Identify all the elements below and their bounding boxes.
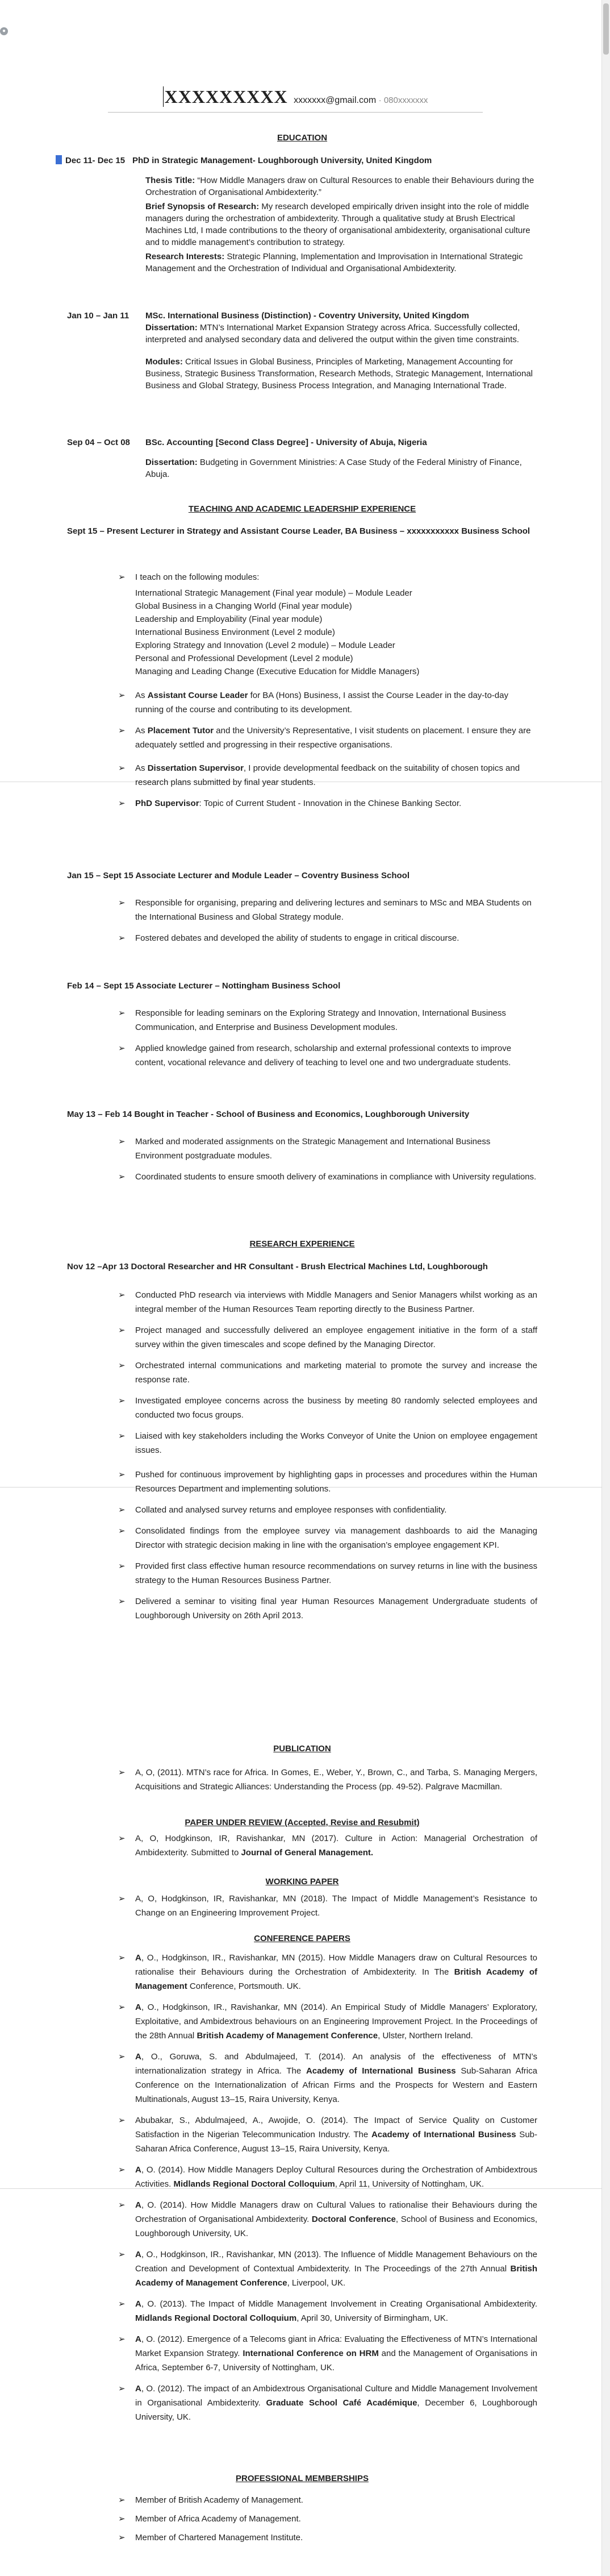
list-item: ➢ Delivered a seminar to visiting final year Human Resources Management Undergraduate students of Loughborough University on 26th April 2013. bbox=[118, 1597, 537, 1621]
role1-details bbox=[118, 570, 537, 817]
section-conference: CONFERENCE PAPERS bbox=[254, 1934, 350, 1943]
item-text: Fostered debates and developed the ability of students to engage in critical discourse. bbox=[135, 933, 459, 943]
section-publication: PUBLICATION bbox=[273, 1744, 331, 1754]
role1-heading: Sept 15 – Present Lecturer in Strategy and Assistant Course Leader, BA Business – xxxxxxxxxxx Business School bbox=[67, 526, 530, 536]
author-initial: A bbox=[135, 2200, 141, 2210]
item-text: , December 6, Loughborough University, UK. bbox=[135, 2398, 538, 2422]
item-text: Sub-Saharan Africa Conference, August 13–15, Raira University, Kenya. bbox=[135, 2130, 537, 2154]
cv-header bbox=[97, 86, 494, 113]
item-text: Marked and moderated assignments on the Strategic Management and International Business Environment postgraduate modules. bbox=[135, 1137, 491, 1161]
module-item: Personal and Professional Development (Level 2 module) bbox=[135, 654, 353, 663]
list-item: ➢ As Placement Tutor and the University’s Representative, I visit students on placement. I ensure they are adequately settled and progressing in their respective organisations. bbox=[118, 726, 531, 750]
list-item: ➢ Provided first class effective human resource recommendations on survey returns in line with the business strategy to the Human Resources Business Partner. bbox=[118, 1561, 537, 1585]
module-item: Exploring Strategy and Innovation (Level 2 module) – Module Leader bbox=[135, 641, 395, 650]
list-item: ➢ Conducted PhD research via interviews with Middle Managers and Senior Managers whilst working as an integral member of the Human Resources Team reporting directly to the Business Partner. bbox=[118, 1290, 537, 1314]
vertical-scrollbar[interactable] bbox=[601, 0, 610, 2576]
candidate-email[interactable]: xxxxxxx@gmail.com bbox=[294, 95, 377, 105]
item-text: Responsible for organising, preparing and delivering lectures and seminars to MSc and MBA Students on the International Business and Global Strategy module. bbox=[135, 898, 532, 922]
item-text: , Liverpool, UK. bbox=[287, 2278, 346, 2288]
teaching-role-3 bbox=[67, 980, 537, 992]
list-item: ➢ As Assistant Course Leader for BA (Hons) Business, I assist the Course Leader in the day-to-day running of the course and contributing to its development. bbox=[118, 691, 508, 714]
list-item: ➢ Pushed for continuous improvement by highlighting gaps in processes and procedures within the Human Resources Department and implementing solutions. bbox=[118, 1470, 537, 1494]
list-item: ➢ Consolidated findings from the employee survey via management dashboards to aid the Managing Director with strategic decision making in line with the organisation’s employee engagement KPI. bbox=[118, 1526, 537, 1550]
venue: Midlands Regional Doctoral Colloquium bbox=[135, 2313, 297, 2323]
item-text: , April 30, University of Birmingham, UK. bbox=[296, 2313, 448, 2323]
memberships-list bbox=[118, 2493, 537, 2549]
phd-sup-text: : Topic of Current Student - Innovation in the Chinese Banking Sector. bbox=[199, 799, 462, 808]
item-text: A, O, Hodgkinson, IR, Ravishankar, MN (2018). The Impact of Middle Management’s Resistance to Change on an Engineering Improvement Project. bbox=[135, 1894, 537, 1918]
publication-list bbox=[118, 1765, 537, 1801]
author-initial: A bbox=[135, 2002, 141, 2012]
section-research: RESEARCH EXPERIENCE bbox=[249, 1239, 355, 1249]
role2-details bbox=[118, 896, 537, 952]
item-text: Delivered a seminar to visiting final year Human Resources Management Undergraduate students of Loughborough University on 26th April 2013. bbox=[135, 1597, 537, 1621]
list-item: ➢ Liaised with key stakeholders including the Works Conveyor of Unite the Union on employee engagement issues. bbox=[118, 1431, 537, 1455]
bsc-diss-text: Budgeting in Government Ministries: A Case Study of the Federal Ministry of Finance, Abuja. bbox=[145, 458, 522, 479]
working-list bbox=[118, 1892, 537, 1927]
venue: Midlands Regional Doctoral Colloquium bbox=[173, 2179, 335, 2189]
list-item: ➢ A, O, Hodgkinson, IR, Ravishankar, MN (2017). Culture in Action: Managerial Orchestration of Ambidexterity. Submitted to Journal of General Management. bbox=[118, 1834, 537, 1858]
list-item: ➢ As Dissertation Supervisor, I provide developmental feedback on the suitability of chosen topics and research plans submitted by final year students. bbox=[118, 763, 520, 787]
phd-title: PhD in Strategic Management- Loughborough University, United Kingdom bbox=[132, 156, 432, 165]
venue: British Academy of Management bbox=[135, 1967, 537, 1991]
bsc-date: Sep 04 – Oct 08 bbox=[67, 438, 130, 447]
item-text: Collated and analysed survey returns and employee responses with confidentiality. bbox=[135, 1505, 447, 1515]
ds-text: , I provide developmental feedback on the suitability of chosen topics and research plans submitted by final year students. bbox=[135, 763, 520, 787]
acl-role: Assistant Course Leader bbox=[147, 691, 248, 700]
header-divider bbox=[108, 112, 483, 113]
section-memberships: PROFESSIONAL MEMBERSHIPS bbox=[236, 2474, 369, 2483]
role3-details bbox=[118, 1006, 537, 1077]
synopsis-text: My research developed empirically driven insight into the role of middle managers during the orchestration of ambidexterity. Through a qualitative study at Brush Electrical Machines Ltd, I made contributions to the theory of organisational ambidexterity, organisational culture and to middle management’s contribution to strategy. bbox=[145, 202, 530, 247]
item-text: Member of British Academy of Management. bbox=[135, 2495, 303, 2505]
module-item: International Business Environment (Level 2 module) bbox=[135, 628, 335, 637]
author-initial: A bbox=[135, 2165, 141, 2175]
item-text: Project managed and successfully delivered an employee engagement initiative in the form of a staff survey within the given timescales and scope defined by the Managing Director. bbox=[135, 1326, 537, 1349]
list-item: ➢ Member of Africa Academy of Management. bbox=[118, 2514, 301, 2524]
list-item: ➢ Responsible for leading seminars on the Exploring Strategy and Innovation, International Business Communication, and Enterprise and Business Development modules. bbox=[118, 1008, 506, 1032]
item-text: , O. (2014). How Middle Managers draw on Cultural Values to rationalise their Behaviours during the Orchestration of Organisational Ambidexterity. bbox=[135, 2200, 537, 2224]
role2-heading: Jan 15 – Sept 15 Associate Lecturer and Module Leader – Coventry Business School bbox=[67, 871, 410, 880]
list-item: ➢ PhD Supervisor: Topic of Current Student - Innovation in the Chinese Banking Sector. bbox=[118, 799, 462, 808]
modules-label: Modules: bbox=[145, 357, 183, 367]
msc-date: Jan 10 – Jan 11 bbox=[67, 311, 129, 321]
venue: Academy of International Business bbox=[306, 2066, 456, 2076]
section-under-review: PAPER UNDER REVIEW (Accepted, Revise and Resubmit) bbox=[185, 1818, 420, 1827]
viewer-toggle-icon[interactable]: ● bbox=[0, 27, 8, 35]
research-role bbox=[67, 1261, 537, 1273]
item-text: , School of Business and Economics, Loughborough University, UK. bbox=[135, 2214, 538, 2238]
author-initial: A bbox=[135, 2299, 141, 2309]
under-review-list bbox=[118, 1831, 537, 1867]
list-item: ➢ Collated and analysed survey returns and employee responses with confidentiality. bbox=[118, 1505, 447, 1515]
item-text: Responsible for leading seminars on the Exploring Strategy and Innovation, International Business Communication, and Enterprise and Business Development modules. bbox=[135, 1008, 506, 1032]
pt-text: and the University’s Representative, I visit students on placement. I ensure they are adequately settled and progressing in their respective organisations. bbox=[135, 726, 531, 750]
item-text: , Ulster, Northern Ireland. bbox=[378, 2031, 473, 2041]
list-item: ➢ A, O. (2013). The Impact of Middle Management Involvement in Creating Organisational Ambidexterity. Midlands Regional Doctoral Colloquium, April 30, University of Birmingham, UK. bbox=[118, 2299, 537, 2323]
list-item: ➢ A, O. (2014). How Middle Managers draw on Cultural Values to rationalise their Behaviours during the Orchestration of Organisational Ambidexterity. Doctoral Conference, School of Business and Economics, Loughborough University, UK. bbox=[118, 2200, 538, 2238]
item-text: A, O, Hodgkinson, IR, Ravishankar, MN (2017). Culture in Action: Managerial Orchestration of Ambidexterity. Submitted to bbox=[135, 1834, 537, 1858]
journal-name: Journal of General Management. bbox=[241, 1848, 374, 1858]
bsc-diss-label: Dissertation: bbox=[145, 458, 198, 467]
list-item: ➢ Orchestrated internal communications and marketing material to promote the survey and increase the response rate. bbox=[118, 1361, 537, 1385]
list-item: ➢ Investigated employee concerns across the business by meeting 80 randomly selected employees and conducted two focus groups. bbox=[118, 1396, 537, 1420]
item-text: Pushed for continuous improvement by highlighting gaps in processes and procedures within the Human Resources Department and implementing solutions. bbox=[135, 1470, 537, 1494]
list-item: ➢ Marked and moderated assignments on the Strategic Management and International Business Environment postgraduate modules. bbox=[118, 1137, 491, 1161]
venue: International Conference on HRM bbox=[243, 2349, 379, 2358]
research-heading: Nov 12 –Apr 13 Doctoral Researcher and HR Consultant - Brush Electrical Machines Ltd, Loughborough bbox=[67, 1262, 488, 1272]
list-item: ➢ Member of British Academy of Management. bbox=[118, 2495, 303, 2505]
bookmark-icon bbox=[56, 155, 62, 164]
item-text: and the Management of Organisations in Africa, September 6-7, University of Nottingham, UK. bbox=[135, 2349, 537, 2373]
author-initial: A bbox=[135, 2250, 141, 2259]
modules-text: Critical Issues in Global Business, Principles of Marketing, Management Accounting for Business, Strategic Business Transformation, Research Methods, Strategic Management, International Business and Global Strategy, Business Process Integration, and Managing International Trade. bbox=[145, 357, 533, 390]
item-text: Consolidated findings from the employee survey via management dashboards to aid the Managing Director with strategic decision making in line with the organisation’s employee engagement KPI. bbox=[135, 1526, 537, 1550]
teaching-role-1 bbox=[67, 525, 537, 537]
list-item: ➢ A, O, (2011). MTN’s race for Africa. In Gomes, E., Weber, Y., Brown, C., and Tarba, S. Managing Mergers, Acquisitions and Strategic Alliances: Understanding the Process (pp. 49-52). Palgrave Macmillan. bbox=[118, 1768, 537, 1792]
section-education: EDUCATION bbox=[277, 133, 328, 143]
author-initial: A bbox=[135, 1953, 141, 1963]
author-initial: A bbox=[135, 2384, 141, 2394]
teaching-role-4 bbox=[67, 1108, 537, 1120]
item-text: Sub-Saharan Africa Conference on the Internationalization of African Firms and the Prospects for Western and Eastern Multinationals, August 13–15, Raira University, Kenya. bbox=[135, 2066, 537, 2104]
item-text: , O. (2012). The impact of an Ambidextrous Organisational Culture and Middle Management Involvement in Organisational Ambidexterity. bbox=[135, 2384, 537, 2408]
item-text: Provided first class effective human resource recommendations on survey returns in line with the business strategy to the Human Resources Business Partner. bbox=[135, 1561, 537, 1585]
modules-intro: I teach on the following modules: bbox=[135, 572, 260, 582]
interests-label: Research Interests: bbox=[145, 252, 225, 261]
item-text: Member of Africa Academy of Management. bbox=[135, 2514, 301, 2524]
item-text: Coordinated students to ensure smooth delivery of examinations in compliance with University regulations. bbox=[135, 1172, 537, 1182]
thesis-label: Thesis Title: bbox=[145, 176, 195, 185]
conference-list bbox=[118, 1951, 537, 2431]
list-item: ➢ Fostered debates and developed the ability of students to engage in critical discourse. bbox=[118, 933, 459, 943]
module-item: Leadership and Employability (Final year module) bbox=[135, 614, 323, 624]
teaching-role-2 bbox=[67, 870, 537, 882]
msc-diss-text: MTN’s International Market Expansion Strategy across Africa. Successfully collected, interpreted and analysed secondary data and delivered the output within the given time constraints. bbox=[145, 323, 520, 344]
role4-details bbox=[118, 1135, 537, 1191]
venue: Academy of International Business bbox=[371, 2130, 516, 2139]
pt-prefix: As bbox=[135, 726, 148, 736]
ds-prefix: As bbox=[135, 763, 148, 773]
synopsis-label: Brief Synopsis of Research: bbox=[145, 202, 260, 211]
item-text: Investigated employee concerns across the business by meeting 80 randomly selected employees and conducted two focus groups. bbox=[135, 1396, 537, 1420]
item-text: A, O, (2011). MTN’s race for Africa. In Gomes, E., Weber, Y., Brown, C., and Tarba, S. Managing Mergers, Acquisitions and Strategic Alliances: Understanding the Process (pp. 49-52). Palgrave Macmillan. bbox=[135, 1768, 537, 1792]
item-text: , O., Goruwa, S. and Abdulmajeed, T. (2014). An analysis of the effectiveness of MTN’s internationalization strategy in Africa. The bbox=[135, 2052, 537, 2076]
item-text: Member of Chartered Management Institute. bbox=[135, 2533, 303, 2542]
author-initial: A bbox=[135, 2334, 141, 2344]
list-item: ➢ A, O, Hodgkinson, IR, Ravishankar, MN (2018). The Impact of Middle Management’s Resistance to Change on an Engineering Improvement Project. bbox=[118, 1894, 537, 1918]
item-text: Orchestrated internal communications and marketing material to promote the survey and increase the response rate. bbox=[135, 1361, 537, 1385]
msc-diss-label: Dissertation: bbox=[145, 323, 198, 333]
list-item: ➢ Coordinated students to ensure smooth delivery of examinations in compliance with University regulations. bbox=[118, 1172, 537, 1182]
ds-role: Dissertation Supervisor bbox=[147, 763, 244, 773]
module-item: Global Business in a Changing World (Final year module) bbox=[135, 601, 352, 611]
education-bsc bbox=[67, 437, 537, 480]
role4-heading: May 13 – Feb 14 Bought in Teacher - School of Business and Economics, Loughborough University bbox=[67, 1110, 470, 1119]
module-item: Managing and Leading Change (Executive Education for Middle Managers) bbox=[135, 667, 420, 676]
venue: Graduate School Café Académique bbox=[266, 2398, 417, 2408]
phd-sup-role: PhD Supervisor bbox=[135, 799, 199, 808]
item-text: , O., Hodgkinson, IR., Ravishankar, MN (2015). How Middle Managers draw on Cultural Resources to rationalise their Behaviours during the Orchestration of Ambidexterity. In The bbox=[135, 1953, 537, 1977]
education-msc bbox=[67, 310, 537, 392]
role3-heading: Feb 14 – Sept 15 Associate Lecturer – Nottingham Business School bbox=[67, 981, 341, 991]
item-text: Abubakar, S., Abdulmajeed, A., Awojide, O. (2014). The Impact of Service Quality on Customer Satisfaction in the Nigerian Telecommunication Industry. The bbox=[135, 2116, 537, 2139]
author-initial: A bbox=[135, 2052, 141, 2062]
interests-text: Strategic Planning, Implementation and Improvisation in International Strategic Management and the Orchestration of Individual and Organisational Ambidexterity. bbox=[145, 252, 523, 273]
module-item: International Strategic Management (Final year module) – Module Leader bbox=[135, 588, 412, 598]
list-item: ➢ A, O., Hodgkinson, IR., Ravishankar, MN (2015). How Middle Managers draw on Cultural Resources to rationalise their Behaviours during the Orchestration of Ambidexterity. In The British Academy of Management Conference, Portsmouth. UK. bbox=[118, 1953, 537, 1991]
list-item: ➢ A, O., Hodgkinson, IR., Ravishankar, MN (2014). An Empirical Study of Middle Managers’ Exploratory, Exploitative, and Ambidextrous behaviours on an Engineering Improvement Project. In the Proceedings of the 28th Annual British Academy of Management Conference, Ulster, Northern Ireland. bbox=[118, 2002, 537, 2041]
msc-title: MSc. International Business (Distinction) - Coventry University, United Kingdom bbox=[145, 311, 469, 321]
item-text: , O., Hodgkinson, IR., Ravishankar, MN (2014). An Empirical Study of Middle Managers’ Exploratory, Exploitative, and Ambidextrous behaviours on an Engineering Improvement Project. In the Proceedings of the 28th Annual bbox=[135, 2002, 537, 2041]
venue: British Academy of Management Conference bbox=[197, 2031, 378, 2041]
research-details bbox=[118, 1288, 537, 1630]
item-text: , O. (2014). How Middle Managers Deploy Cultural Resources during the Orchestration of Ambidextrous Activities. bbox=[135, 2165, 537, 2189]
item-text: , O. (2012). Emergence of a Telecoms giant in Africa: Evaluating the Effectiveness of MTN’s International Market Expansion Strategy. bbox=[135, 2334, 537, 2358]
item-text: , April 11, University of Nottingham, UK. bbox=[335, 2179, 484, 2189]
item-text: Conducted PhD research via interviews with Middle Managers and Senior Managers whilst working as an integral member of the Human Resources Team reporting directly to the Business Partner. bbox=[135, 1290, 537, 1314]
venue: British Academy of Management Conference bbox=[135, 2264, 537, 2288]
education-phd bbox=[67, 155, 537, 275]
thesis-text: “How Middle Managers draw on Cultural Resources to enable their Behaviours during the Orchestration of Organisational Ambidexterity.” bbox=[145, 176, 534, 197]
bsc-title: BSc. Accounting [Second Class Degree] - University of Abuja, Nigeria bbox=[145, 438, 427, 447]
candidate-name: XXXXXXXXX bbox=[163, 86, 288, 107]
list-item: ➢ A, O. (2012). The impact of an Ambidextrous Organisational Culture and Middle Management Involvement in Organisational Ambidexterity. Graduate School Café Académique, December 6, Loughborough University, UK. bbox=[118, 2384, 538, 2422]
scrollbar-thumb[interactable] bbox=[603, 3, 609, 55]
list-item: ➢ Project managed and successfully delivered an employee engagement initiative in the form of a staff survey within the given timescales and scope defined by the Managing Director. bbox=[118, 1326, 537, 1349]
list-item: ➢ A, O. (2012). Emergence of a Telecoms giant in Africa: Evaluating the Effectiveness of MTN’s International Market Expansion Strategy. International Conference on HRM and the Management of Organisations in Africa, September 6-7, University of Nottingham, UK. bbox=[118, 2334, 537, 2373]
item-text: , O. (2013). The Impact of Middle Management Involvement in Creating Organisational Ambidexterity. bbox=[141, 2299, 537, 2309]
candidate-phone: · 080xxxxxxx bbox=[378, 95, 428, 105]
item-text: , O., Hodgkinson, IR., Ravishankar, MN (2013). The Influence of Middle Management Behaviours on the Creation and Development of Contextual Ambidexterity. In The Proceedings of the 27th Annual bbox=[135, 2250, 537, 2274]
list-item: ➢ A, O. (2014). How Middle Managers Deploy Cultural Resources during the Orchestration of Ambidextrous Activities. Midlands Regional Doctoral Colloquium, April 11, University of Nottingham, UK. bbox=[118, 2165, 537, 2189]
phd-date: Dec 11- Dec 15 bbox=[65, 156, 126, 165]
list-item: ➢ Applied knowledge gained from research, scholarship and external professional contexts to improve content, vocational relevance and delivery of teaching to level one and two undergraduate students. bbox=[118, 1044, 512, 1067]
list-item: ➢ I teach on the following modules: International Strategic Management (Final year module) – Module Leader Global Business in a Changing World (Final year module) Leadership and Employability (Final year module) International Business Environment (Level 2 module) Exploring Strategy and Innovation (Level 2 module) – Module Leader Personal and Professional Development (Level 2 module) Managing and Leading Change (Executive Education for Middle Managers) bbox=[118, 570, 537, 678]
section-teaching: TEACHING AND ACADEMIC LEADERSHIP EXPERIENCE bbox=[188, 504, 416, 514]
list-item: ➢ A, O., Hodgkinson, IR., Ravishankar, MN (2013). The Influence of Middle Management Behaviours on the Creation and Development of Contextual Ambidexterity. In The Proceedings of the 27th Annual British Academy of Management Conference, Liverpool, UK. bbox=[118, 2250, 537, 2288]
venue: Doctoral Conference bbox=[311, 2214, 396, 2224]
list-item: ➢ A, O., Goruwa, S. and Abdulmajeed, T. (2014). An analysis of the effectiveness of MTN’s internationalization strategy in Africa. The Academy of International Business Sub-Saharan Africa Conference on the Internationalization of African Firms and the Prospects for Western and Eastern Multinationals, August 13–15, Raira University, Kenya. bbox=[118, 2052, 537, 2104]
item-text: Conference, Portsmouth. UK. bbox=[187, 1981, 301, 1991]
list-item: ➢ Abubakar, S., Abdulmajeed, A., Awojide, O. (2014). The Impact of Service Quality on Customer Satisfaction in the Nigerian Telecommunication Industry. The Academy of International Business Sub-Saharan Africa Conference, August 13–15, Raira University, Kenya. bbox=[118, 2116, 537, 2154]
list-item: ➢ Responsible for organising, preparing and delivering lectures and seminars to MSc and MBA Students on the International Business and Global Strategy module. bbox=[118, 898, 532, 922]
item-text: Applied knowledge gained from research, scholarship and external professional contexts to improve content, vocational relevance and delivery of teaching to level one and two undergraduate students. bbox=[135, 1044, 512, 1067]
item-text: Liaised with key stakeholders including the Works Conveyor of Unite the Union on employee engagement issues. bbox=[135, 1431, 537, 1455]
acl-text: for BA (Hons) Business, I assist the Course Leader in the day-to-day running of the course and contributing to its development. bbox=[135, 691, 508, 714]
pt-role: Placement Tutor bbox=[147, 726, 214, 736]
section-working: WORKING PAPER bbox=[265, 1877, 339, 1887]
acl-prefix: As bbox=[135, 691, 148, 700]
list-item: ➢ Member of Chartered Management Institute. bbox=[118, 2533, 303, 2542]
